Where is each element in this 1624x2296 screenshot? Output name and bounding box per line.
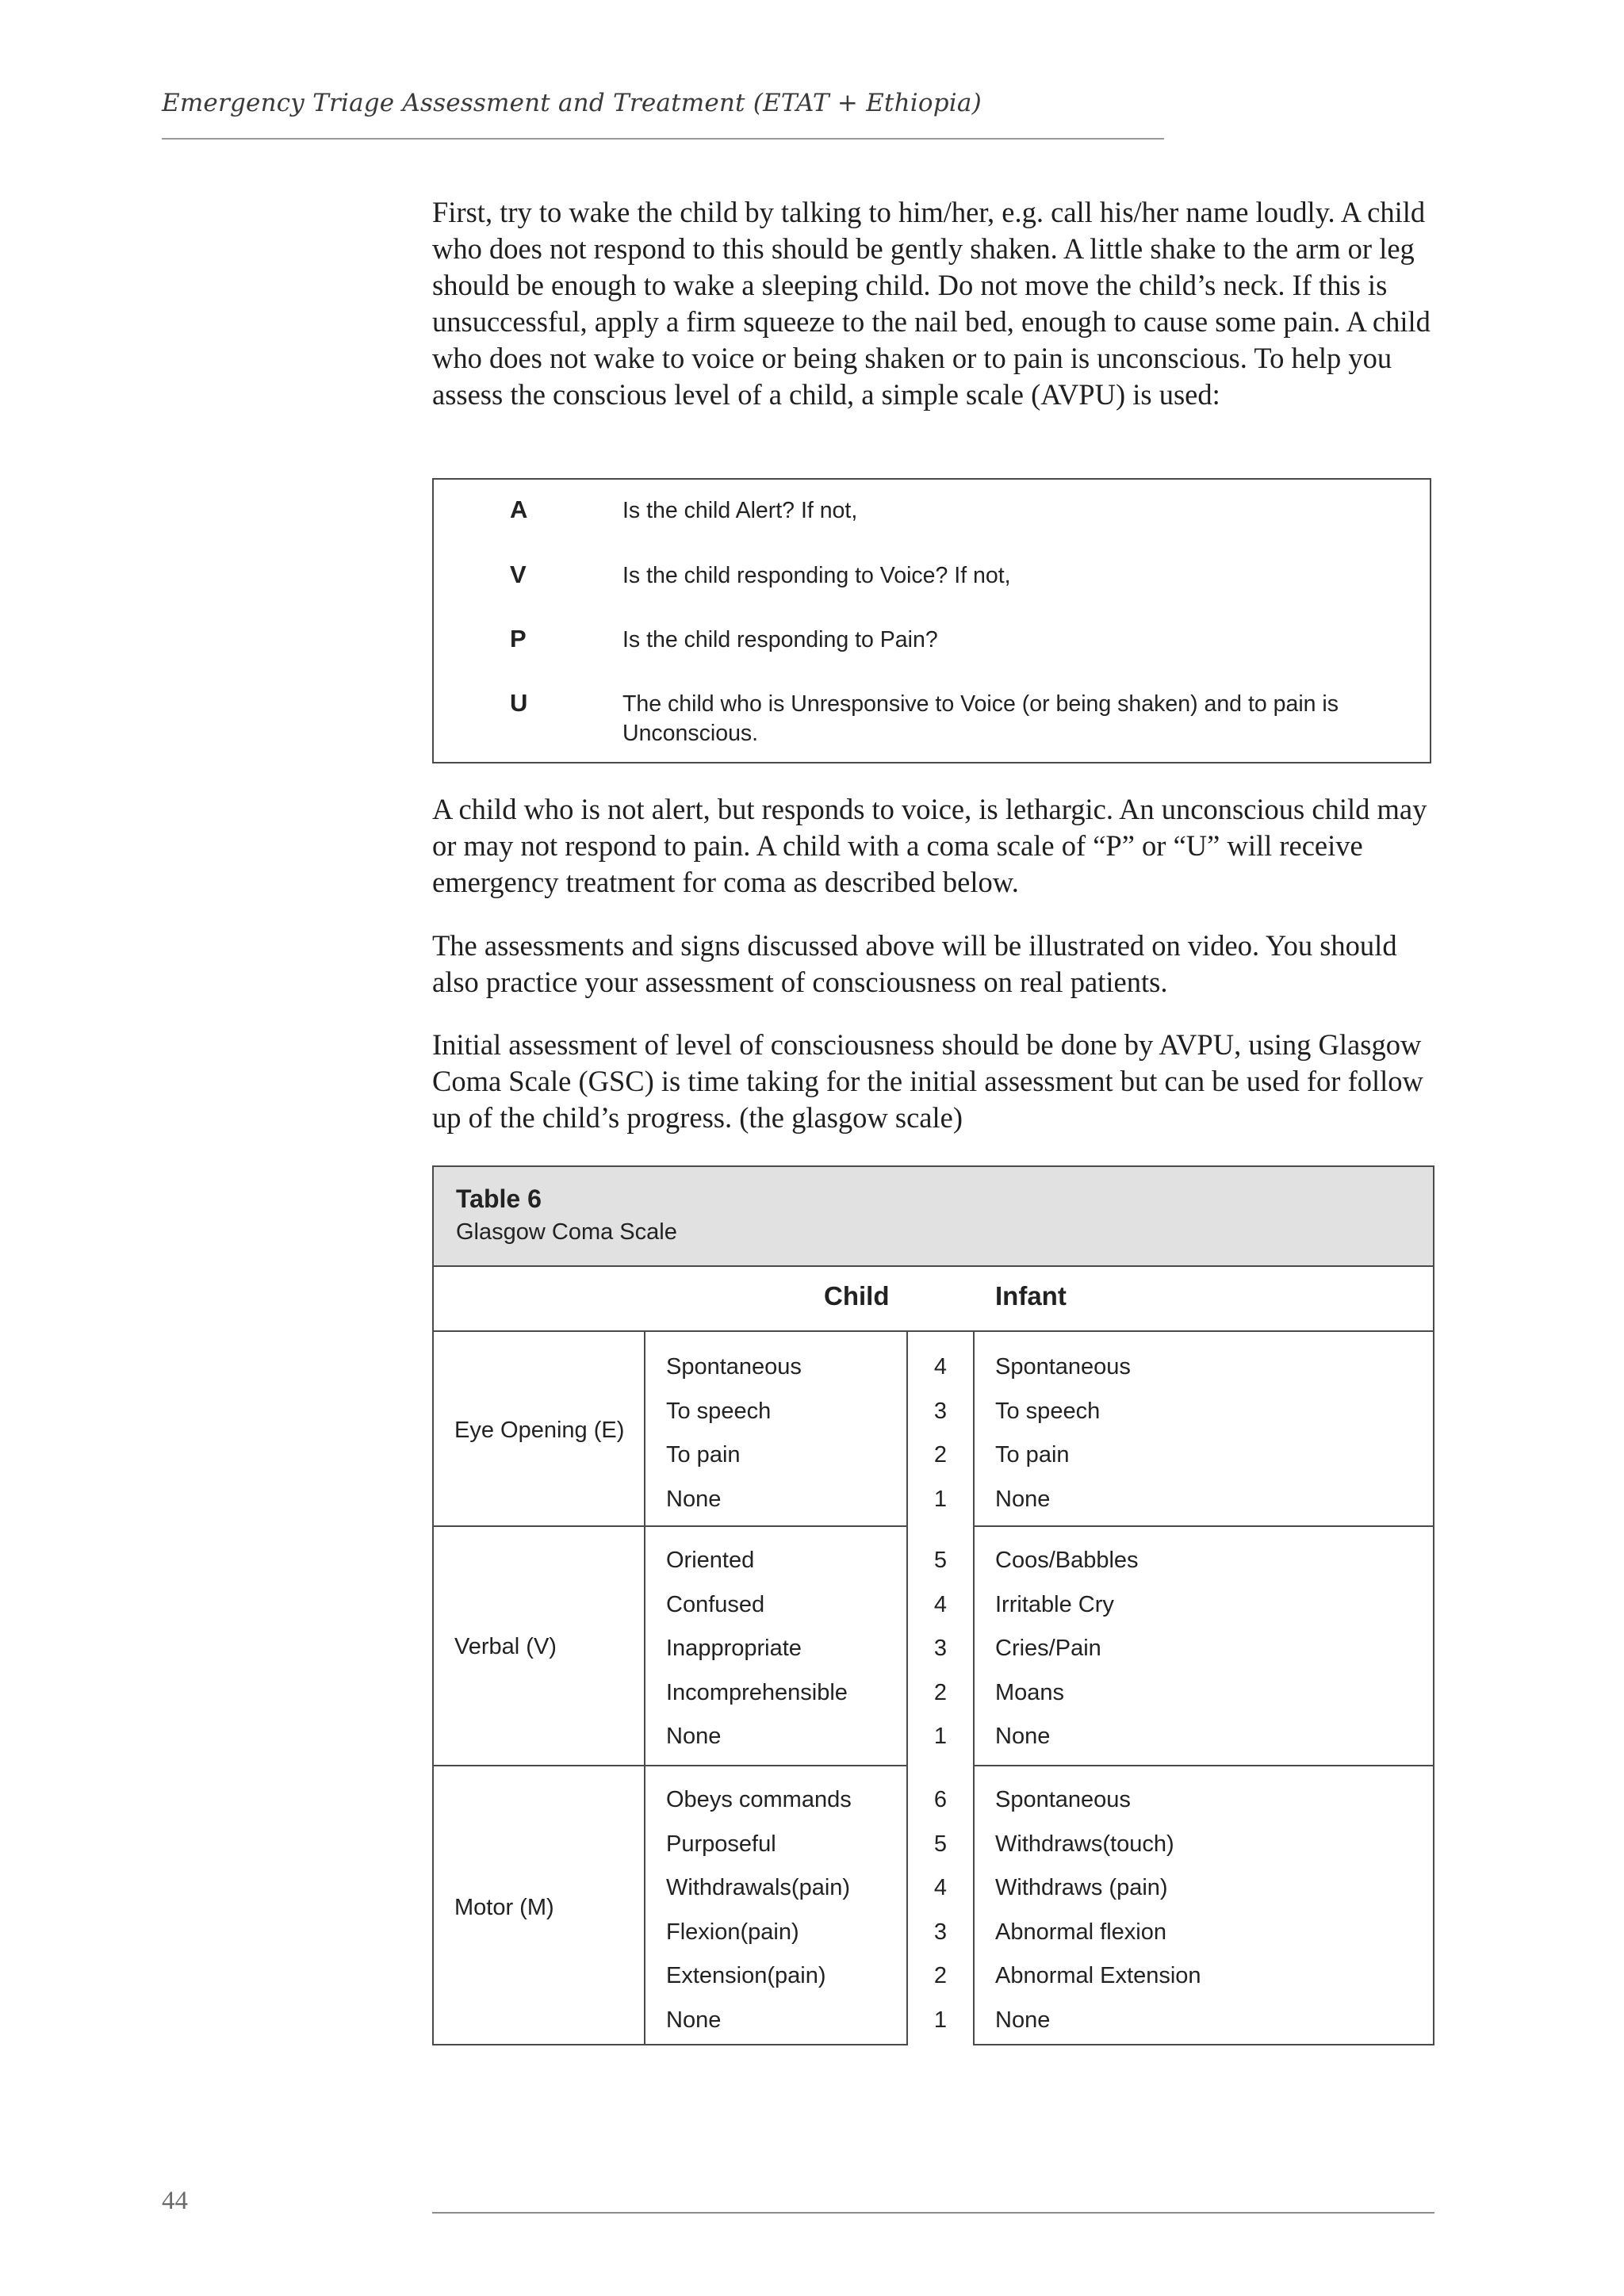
- table-bottom-border-left: [432, 2044, 908, 2045]
- child-response: Withdrawals(pain): [666, 1875, 851, 1900]
- table-left-border: [432, 1332, 434, 2045]
- paragraph-lethargic: A child who is not alert, but responds to voice, is lethargic. An unconscious child may or may not respond to pain. A child with a coma scale of “P” or “U” will receive emergency treatment for coma as described below.: [432, 793, 1427, 898]
- infant-response: None: [995, 2007, 1051, 2033]
- score: 6: [933, 1787, 948, 1812]
- column-header-row: [432, 1265, 1434, 1332]
- child-response: Extension(pain): [666, 1963, 826, 1988]
- paragraph-initial-assessment: Initial assessment of level of consciousness should be done by AVPU, using Glasgow Coma Scale (GSC) is time taking for the initial assessment but can be used for follow up of the child’s progress. (the glasgow scale): [432, 1028, 1423, 1134]
- table-title: Glasgow Coma Scale: [456, 1219, 677, 1245]
- table-number: Table 6: [456, 1184, 542, 1213]
- avpu-description: The child who is Unresponsive to Voice (or being shaken) and to pain is Unconscious.: [622, 691, 1339, 746]
- infant-response: To speech: [995, 1399, 1101, 1424]
- score: 5: [933, 1548, 948, 1573]
- child-response: Oriented: [666, 1548, 755, 1573]
- infant-response: Spontaneous: [995, 1354, 1131, 1380]
- paragraph-video: The assessments and signs discussed above will be illustrated on video. You should also practice your assessment of consciousness on real patients.: [432, 929, 1397, 998]
- page-number: 44: [162, 2187, 188, 2215]
- running-header: Emergency Triage Assessment and Treatment (ETAT + Ethiopia): [162, 89, 982, 117]
- child-column-divider: [906, 1332, 908, 2045]
- score: 4: [933, 1354, 948, 1380]
- infant-response: Abnormal Extension: [995, 1963, 1201, 1988]
- group-divider-right: [973, 1765, 1434, 1766]
- child-response: To speech: [666, 1399, 772, 1424]
- paragraph-intro: First, try to wake the child by talking to him/her, e.g. call his/her name loudly. A child who does not respond to this should be gently shaken. A little shake to the arm or leg should be enough to wake a sleeping child. Do not move the child’s neck. If this is unsuccessful, apply a firm squeeze to the nail bed, enough to cause some pain. A child who does not wake to voice or being shaken or to pain is unconscious. To help you assess the conscious level of a child, a simple scale (AVPU) is used:: [432, 196, 1431, 411]
- infant-response: None: [995, 1487, 1051, 1512]
- avpu-letter: P: [510, 625, 527, 652]
- child-response: Inappropriate: [666, 1636, 802, 1661]
- category-label-verbal: Verbal (V): [454, 1634, 557, 1659]
- infant-response: To pain: [995, 1442, 1070, 1468]
- child-response: Purposeful: [666, 1831, 776, 1857]
- child-response: Spontaneous: [666, 1354, 802, 1380]
- column-header-infant: Infant: [995, 1281, 1067, 1311]
- score: 2: [933, 1442, 948, 1468]
- infant-response: Irritable Cry: [995, 1592, 1114, 1617]
- category-label-eye: Eye Opening (E): [454, 1418, 625, 1443]
- score: 1: [933, 1724, 948, 1749]
- score: 1: [933, 2007, 948, 2033]
- child-response: To pain: [666, 1442, 741, 1468]
- infant-response: Moans: [995, 1680, 1065, 1705]
- score: 3: [933, 1636, 948, 1661]
- child-response: Incomprehensible: [666, 1680, 848, 1705]
- child-response: Confused: [666, 1592, 765, 1617]
- infant-response: Cries/Pain: [995, 1636, 1101, 1661]
- infant-response: Spontaneous: [995, 1787, 1131, 1812]
- infant-response: Coos/Babbles: [995, 1548, 1139, 1573]
- infant-column-divider: [973, 1332, 975, 2045]
- avpu-description: Is the child Alert? If not,: [622, 498, 858, 523]
- score: 3: [933, 1399, 948, 1424]
- score: 2: [933, 1963, 948, 1988]
- child-response: Flexion(pain): [666, 1919, 799, 1945]
- infant-response: Withdraws (pain): [995, 1875, 1168, 1900]
- table-right-border: [1433, 1332, 1434, 2045]
- infant-response: Abnormal flexion: [995, 1919, 1166, 1945]
- score: 3: [933, 1919, 948, 1945]
- avpu-scale-box: [432, 478, 1431, 763]
- category-column-divider: [644, 1332, 645, 2045]
- score: 2: [933, 1680, 948, 1705]
- avpu-description: Is the child responding to Voice? If not,: [622, 563, 1011, 588]
- infant-response: Withdraws(touch): [995, 1831, 1174, 1857]
- table-bottom-border-right: [973, 2044, 1434, 2045]
- avpu-description: Is the child responding to Pain?: [622, 627, 938, 652]
- group-divider-left: [432, 1765, 908, 1766]
- group-divider-left: [432, 1525, 908, 1527]
- table-caption: [432, 1165, 1434, 1267]
- child-response: Obeys commands: [666, 1787, 852, 1812]
- score: 4: [933, 1592, 948, 1617]
- header-divider: [162, 138, 1164, 140]
- avpu-letter: A: [510, 496, 528, 523]
- column-header-child: Child: [824, 1281, 890, 1311]
- footer-divider: [432, 2212, 1434, 2214]
- child-response: None: [666, 1487, 722, 1512]
- score: 4: [933, 1875, 948, 1900]
- glasgow-coma-scale-table: [432, 1165, 1434, 2045]
- score: 1: [933, 1487, 948, 1512]
- avpu-letter: U: [510, 689, 528, 717]
- score: 5: [933, 1831, 948, 1857]
- avpu-letter: V: [510, 561, 527, 588]
- child-response: None: [666, 2007, 722, 2033]
- child-response: None: [666, 1724, 722, 1749]
- infant-response: None: [995, 1724, 1051, 1749]
- category-label-motor: Motor (M): [454, 1895, 554, 1920]
- group-divider-right: [973, 1525, 1434, 1527]
